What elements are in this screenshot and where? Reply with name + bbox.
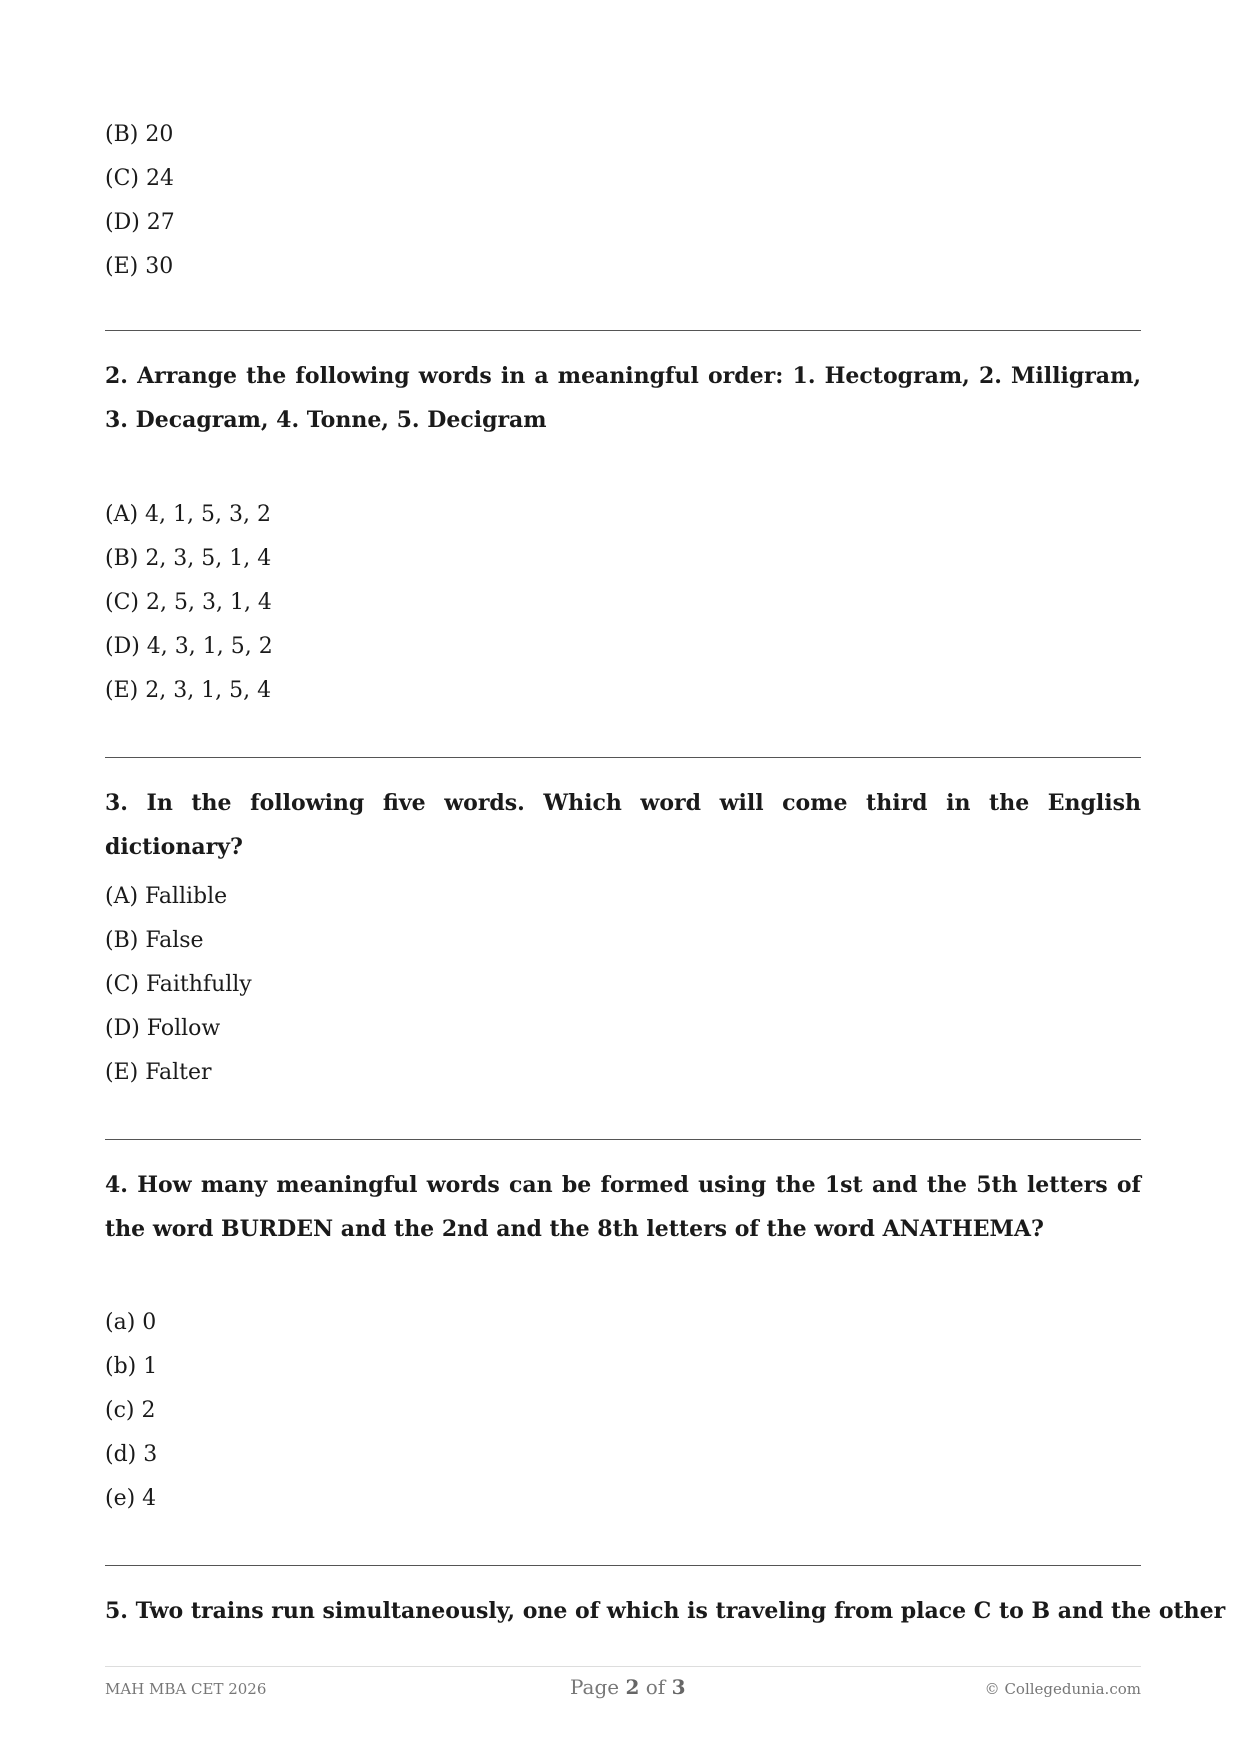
q3-option-c: (C) Faithfully bbox=[105, 972, 252, 997]
q2-options bbox=[105, 498, 273, 718]
q2-option-a: (A) 4, 1, 5, 3, 2 bbox=[105, 502, 271, 527]
q1-option-d: (D) 27 bbox=[105, 210, 175, 235]
divider bbox=[105, 1565, 1141, 1566]
question-5-text: 5. Two trains run simultaneously, one of which is traveling from place C to B and the other bbox=[105, 1598, 1226, 1624]
q4-option-c: (c) 2 bbox=[105, 1398, 156, 1423]
q3-options bbox=[105, 880, 252, 1100]
q4-option-d: (d) 3 bbox=[105, 1442, 158, 1467]
q1-option-c: (C) 24 bbox=[105, 166, 174, 191]
divider bbox=[105, 1139, 1141, 1140]
q4-option-b: (b) 1 bbox=[105, 1354, 158, 1379]
q4-options bbox=[105, 1306, 157, 1526]
question-4-text: 4. How many meaningful words can be formed using the 1st and the 5th letters of the word BURDEN and the 2nd and the 8th letters of the word ANATHEMA? bbox=[105, 1172, 1141, 1242]
divider bbox=[105, 330, 1141, 331]
page-word: Page bbox=[570, 1675, 620, 1699]
q1-options bbox=[105, 118, 175, 294]
footer-copyright: © Collegedunia.com bbox=[984, 1680, 1141, 1698]
q2-option-b: (B) 2, 3, 5, 1, 4 bbox=[105, 546, 272, 571]
q2-option-d: (D) 4, 3, 1, 5, 2 bbox=[105, 634, 273, 659]
q2-option-e: (E) 2, 3, 1, 5, 4 bbox=[105, 678, 272, 703]
q3-option-a: (A) Fallible bbox=[105, 884, 228, 909]
q3-option-e: (E) Falter bbox=[105, 1060, 212, 1085]
page-total: 3 bbox=[671, 1675, 686, 1699]
divider bbox=[105, 757, 1141, 758]
question-3-text: 3. In the following five words. Which word will come third in the English dictionary? bbox=[105, 790, 1141, 860]
q4-option-a: (a) 0 bbox=[105, 1310, 157, 1335]
footer-exam-name: MAH MBA CET 2026 bbox=[105, 1680, 267, 1698]
page-current: 2 bbox=[625, 1675, 640, 1699]
q3-option-d: (D) Follow bbox=[105, 1016, 221, 1041]
page-indicator bbox=[570, 1675, 686, 1699]
q3-option-b: (B) False bbox=[105, 928, 204, 953]
question-2-text: 2. Arrange the following words in a meaningful order: 1. Hectogram, 2. Milligram, 3. Decagram, 4. Tonne, 5. Decigram bbox=[105, 363, 1141, 433]
footer-divider bbox=[105, 1666, 1141, 1667]
page-of: of bbox=[645, 1675, 666, 1699]
q1-option-e: (E) 30 bbox=[105, 254, 174, 279]
q4-option-e: (e) 4 bbox=[105, 1486, 157, 1511]
q1-option-b: (B) 20 bbox=[105, 122, 174, 147]
q2-option-c: (C) 2, 5, 3, 1, 4 bbox=[105, 590, 272, 615]
